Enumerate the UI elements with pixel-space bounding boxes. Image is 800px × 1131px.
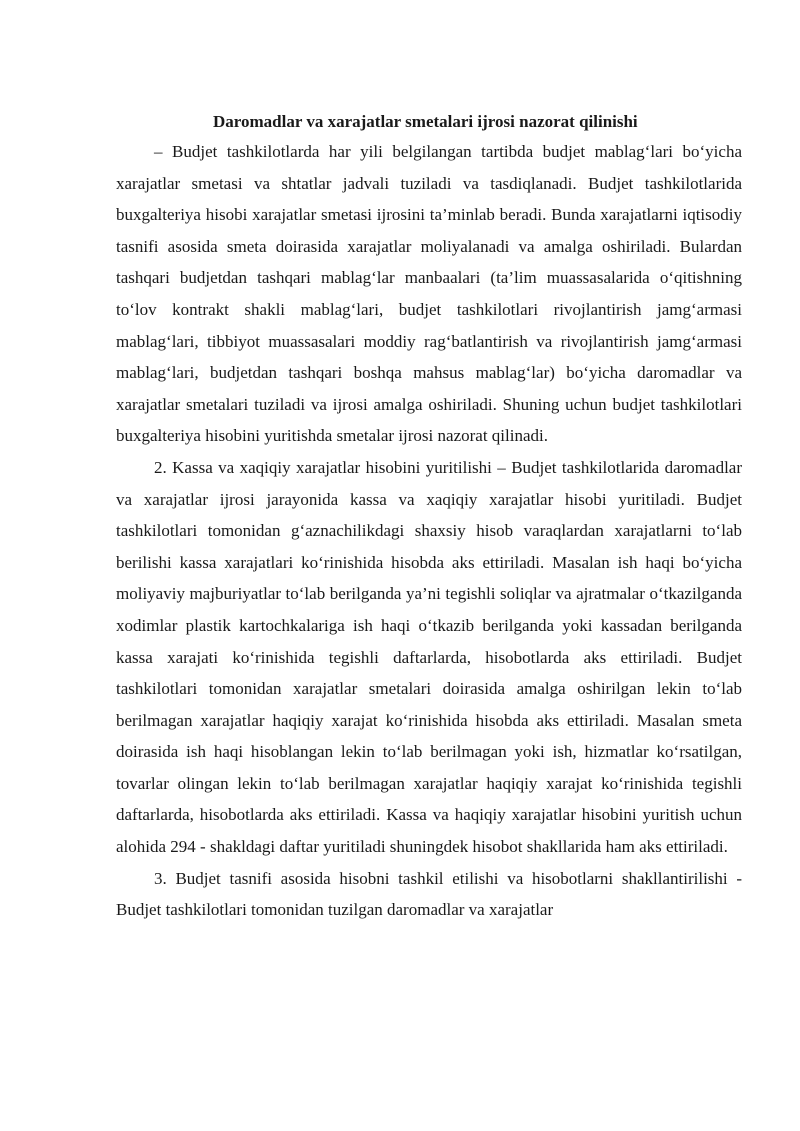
paragraph-cash-expenses: 2. Kassa va xaqiqiy xarajatlar hisobini yuritilishi – Budjet tashkilotlarida daromadlar va xarajatlar ijrosi jarayonida kassa va xaqiqiy xarajatlar hisobi yuritiladi. Budjet tashkilotlari tomonidan g‘aznachilikdagi shaxsiy hisob varaqlardan xarajatlarni to‘lab berilishi kassa xarajatlari ko‘rinishida hisobda aks ettiriladi. Masalan ish haqi bo‘yicha moliyaviy majburiyatlar to‘lab berilganda ya’ni tegishli soliqlar va ajratmalar o‘tkazilganda xodimlar plastik kartochkalariga ish haqi o‘tkazib berilganda yoki kassadan berilganda kassa xarajati ko‘rinishida tegishli daftarlarda, hisobotlarda aks ettiriladi. Budjet tashkilotlari tomonidan xarajatlar smetalari doirasida amalga oshirilgan lekin to‘lab berilmagan xarajatlar haqiqiy xarajat ko‘rinishida hisobda aks ettiriladi. Masalan smeta doirasida ish haqi hisoblangan lekin to‘lab berilmagan yoki ish, hizmatlar ko‘rsatilgan, tovarlar olingan lekin to‘lab berilmagan xarajatlar haqiqiy xarajat ko‘rinishida tegishli daftarlarda, hisobotlarda aks ettiriladi. Kassa va haqiqiy xarajatlar hisobini yuritish uchun alohida 294 - shakldagi daftar yuritiladi shuningdek hisobot shakllarida ham aks ettiriladi. xyxy=(116,457,742,857)
document-title: Daromadlar va xarajatlar smetalari ijrosi nazorat qilinishi xyxy=(213,112,638,131)
paragraph-intro: – Budjet tashkilotlarda har yili belgilangan tartibda budjet mablag‘lari bo‘yicha xarajatlar smetasi va shtatlar jadvali tuziladi va tasdiqlanadi. Budjet tashkilotlarida buxgalteriya hisobi xarajatlar smetasi ijrosini ta’minlab beradi. Bunda xarajatlarni iqtisodiy tasnifi asosida smeta doirasida xarajatlar moliyalanadi va amalga oshiriladi. Bulardan tashqari budjetdan tashqari mablag‘lar manbaalari (ta’lim muassasalarida o‘qitishning to‘lov kontrakt shakli mablag‘lari, budjet tashkilotlari rivojlantirish jamg‘armasi mablag‘lari, tibbiyot muassasalari moddiy rag‘batlantirish va rivojlantirish jamg‘armasi mablag‘lari, budjetdan tashqari boshqa mahsus mablag‘lar) bo‘yicha daromadlar va xarajatlar smetalari tuziladi va ijrosi amalga oshiriladi. Shuning uchun budjet tashkilotlari buxgalteriya hisobini yuritishda smetalar ijrosi nazorat qilinadi. xyxy=(116,142,742,446)
document-page xyxy=(116,106,742,926)
paragraph-budget-classification: 3. Budjet tasnifi asosida hisobni tashkil etilishi va hisobotlarni shakllantirilishi - Budjet tashkilotlari tomonidan tuzilgan daromadlar va xarajatlar xyxy=(116,868,742,920)
